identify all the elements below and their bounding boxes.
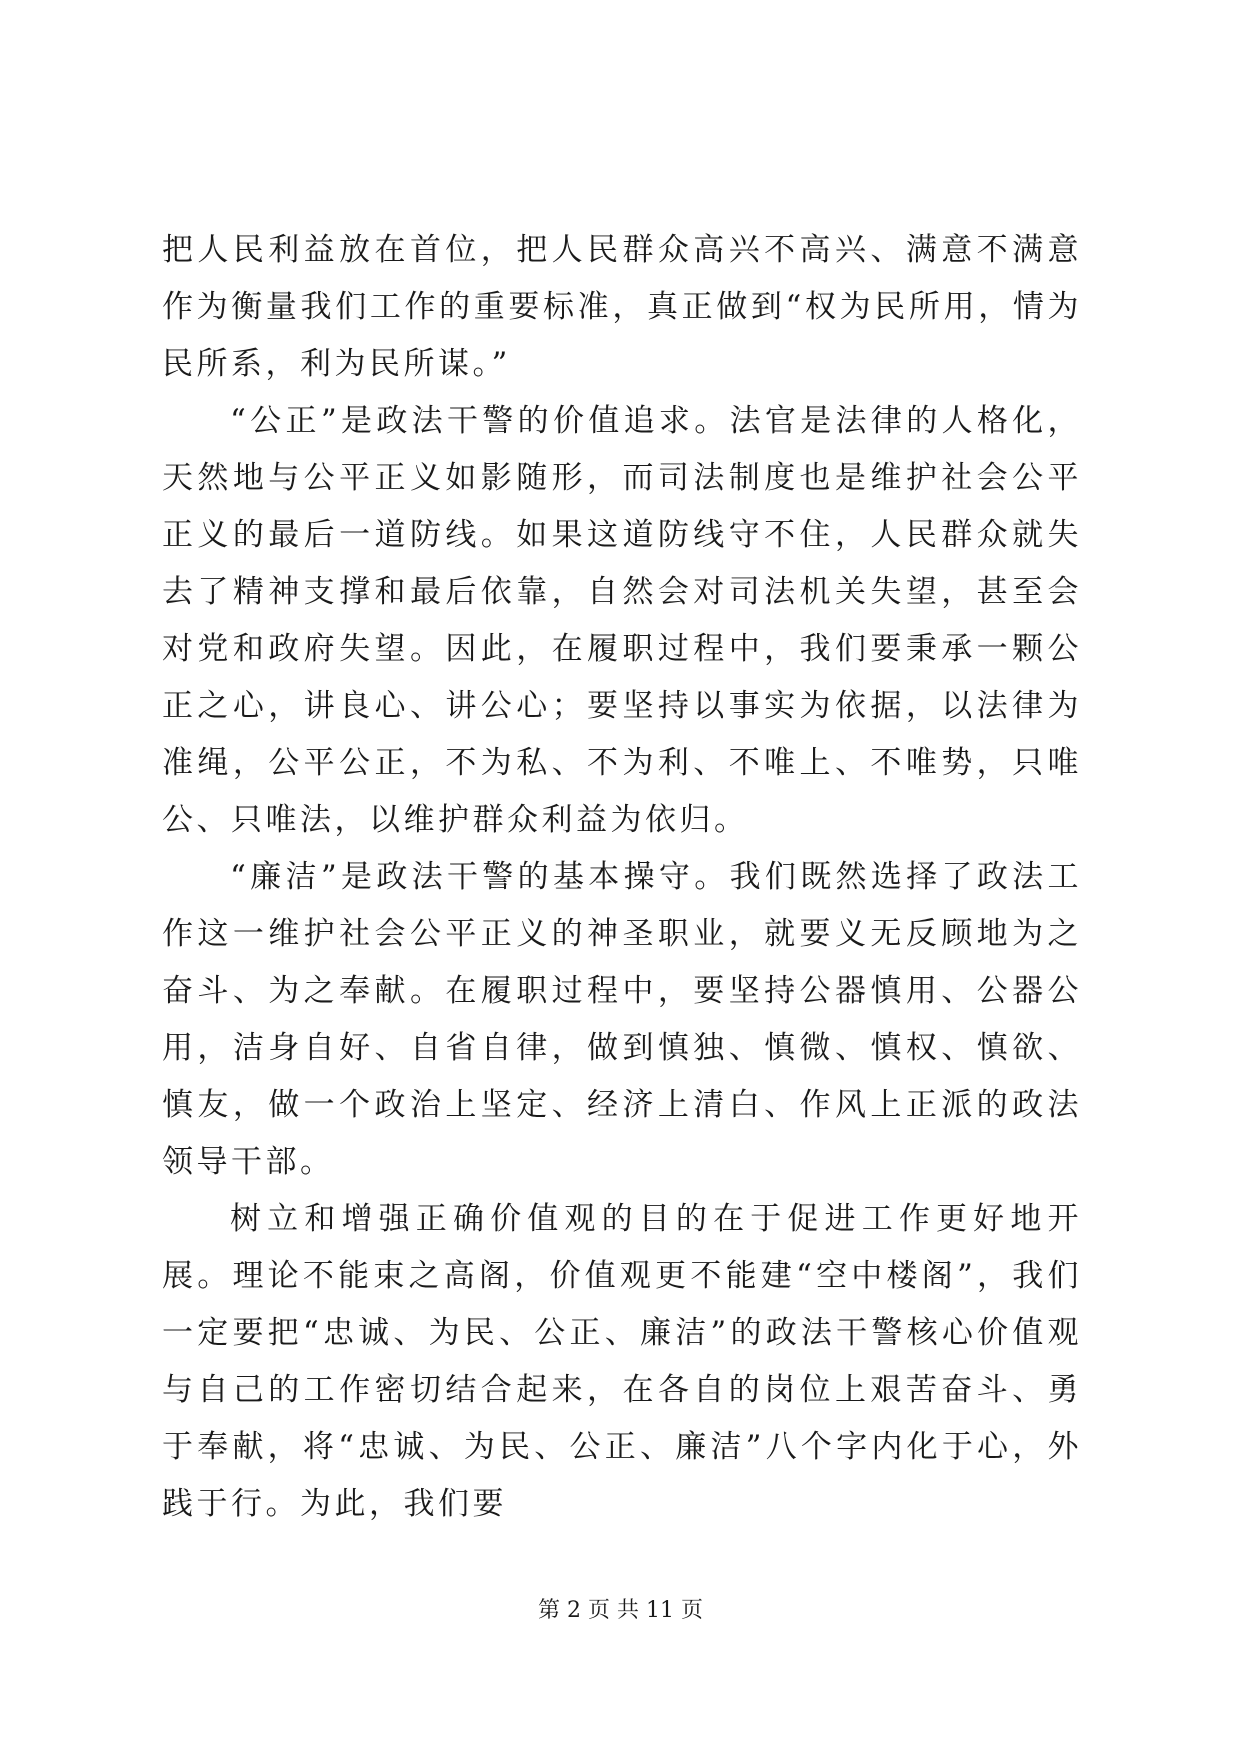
document-body: [162, 222, 1082, 1533]
page-number-footer: 第 2 页 共 11 页: [538, 1598, 703, 1623]
paragraph-1: 把人民利益放在首位，把人民群众高兴不高兴、满意不满意作为衡量我们工作的重要标准，真正做到“权为民所用，情为民所系，利为民所谋。”: [162, 232, 1082, 382]
paragraph-2: “公正”是政法干警的价值追求。法官是法律的人格化，天然地与公平正义如影随形，而司法制度也是维护社会公平正义的最后一道防线。如果这道防线守不住，人民群众就失去了精神支撑和最后依靠，自然会对司法机关失望，甚至会对党和政府失望。因此，在履职过程中，我们要秉承一颗公正之心，讲良心、讲公心；要坚持以事实为依据，以法律为准绳，公平公正，不为私、不为利、不唯上、不唯势，只唯公、只唯法，以维护群众利益为依归。: [162, 403, 1082, 838]
paragraph-3: “廉洁”是政法干警的基本操守。我们既然选择了政法工作这一维护社会公平正义的神圣职业，就要义无反顾地为之奋斗、为之奉献。在履职过程中，要坚持公器慎用、公器公用，洁身自好、自省自律，做到慎独、慎微、慎权、慎欲、慎友，做一个政治上坚定、经济上清白、作风上正派的政法领导干部。: [162, 859, 1082, 1180]
paragraph-4: 树立和增强正确价值观的目的在于促进工作更好地开展。理论不能束之高阁，价值观更不能建“空中楼阁”，我们一定要把“忠诚、为民、公正、廉洁”的政法干警核心价值观与自己的工作密切结合起来，在各自的岗位上艰苦奋斗、勇于奉献，将“忠诚、为民、公正、廉洁”八个字内化于心，外践于行。为此，我们要: [162, 1201, 1082, 1522]
